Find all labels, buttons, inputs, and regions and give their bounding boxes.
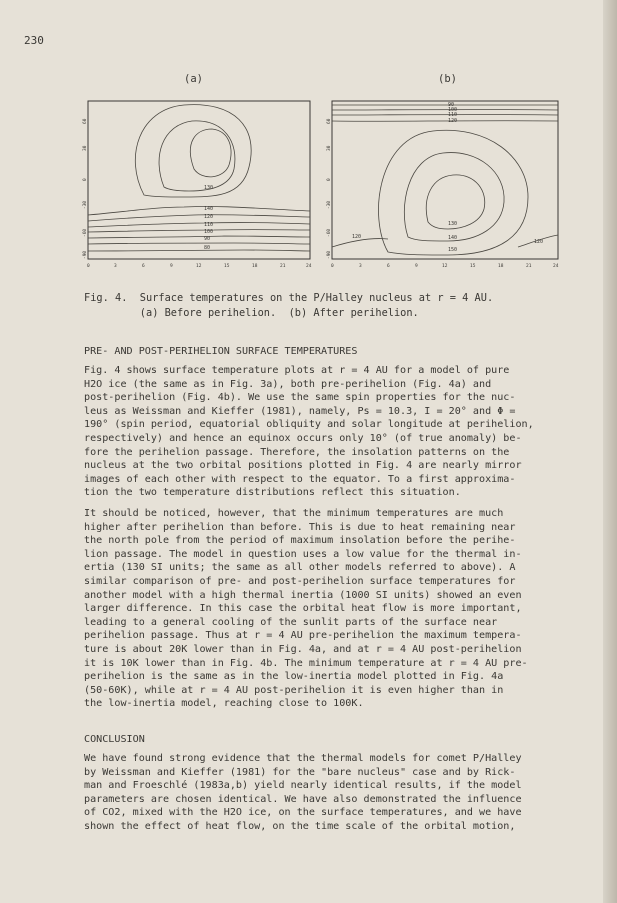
- contour-label: 120: [534, 239, 544, 245]
- tick-label: 3: [359, 264, 362, 269]
- section-heading: CONCLUSION: [84, 734, 145, 745]
- tick-label: 6: [387, 264, 390, 269]
- tick-label: 30: [83, 145, 88, 151]
- contour-line: [159, 121, 235, 191]
- text-line: ture is about 20K lower than in Fig. 4a, and at r = 4 AU post-perihelion: [84, 643, 522, 655]
- paragraph: [84, 364, 569, 500]
- text-line: 190° (spin period, equatorial obliquity and solar longitude at perihelion,: [84, 419, 534, 431]
- tick-label: -30: [327, 200, 332, 209]
- text-line: post-perihelion (Fig. 4b). We use the same spin properties for the nuc-: [84, 392, 516, 404]
- text-line: of CO2, mixed with the H2O ice, on the surface temperatures, and we have: [84, 807, 522, 819]
- text-line: perihelion is the same as in the low-inertia model plotted in Fig. 4a: [84, 671, 504, 683]
- contour-line: [88, 230, 310, 232]
- contour-label: 120: [204, 214, 214, 220]
- text-line: H2O ice (the same as in Fig. 3a), both pre-perihelion (Fig. 4a) and: [84, 378, 492, 390]
- figure-caption: [84, 291, 493, 321]
- contour-line: [88, 206, 310, 215]
- contour-label: 130: [448, 221, 458, 227]
- text-line: fore the perihelion passage. Therefore, the insolation patterns on the: [84, 446, 510, 458]
- figure-label-b: (b): [438, 73, 457, 85]
- contour-label: 110: [204, 222, 214, 228]
- tick-label: 6: [142, 264, 145, 269]
- contour-line: [135, 105, 251, 197]
- contour-plot-a: [84, 97, 316, 272]
- page-number: 230: [24, 34, 44, 47]
- page-edge: [603, 0, 617, 903]
- paragraph: [84, 507, 569, 711]
- contour-line: [88, 236, 310, 238]
- text-line: tion the two temperature distributions reflect this situation.: [84, 487, 461, 499]
- contour-label: 130: [204, 185, 214, 191]
- text-line: leus as Weissman and Kieffer (1981), namely, Ps = 10.3, I = 20° and Φ =: [84, 405, 516, 417]
- tick-label: 0: [87, 264, 90, 269]
- tick-label: 60: [83, 118, 88, 124]
- contour-label: 100: [204, 229, 214, 235]
- paragraph: [84, 752, 569, 834]
- tick-label: 0: [331, 264, 334, 269]
- tick-label: 18: [498, 264, 504, 269]
- tick-label: -90: [83, 250, 88, 259]
- contour-label: 140: [448, 235, 458, 241]
- tick-label: -60: [83, 228, 88, 237]
- tick-label: 18: [252, 264, 258, 269]
- caption-line: Fig. 4. Surface temperatures on the P/Halley nucleus at r = 4 AU.: [84, 292, 494, 304]
- contour-line: [88, 223, 310, 227]
- tick-label: -60: [327, 228, 332, 237]
- caption-line: (a) Before perihelion. (b) After perihelion.: [84, 307, 419, 319]
- tick-label: 24: [553, 264, 559, 269]
- tick-label: 9: [415, 264, 418, 269]
- text-line: Fig. 4 shows surface temperature plots at r = 4 AU for a model of pure: [84, 365, 510, 376]
- contour-line: [332, 121, 558, 122]
- contour-label: 110: [448, 112, 458, 118]
- x-axis-ticks-a: [87, 263, 312, 269]
- text-line: We have found strong evidence that the thermal models for comet P/Halley: [84, 753, 522, 764]
- contour-plot-b: [328, 97, 564, 272]
- text-line: perihelion passage. Thus at r = 4 AU pre-perihelion the maximum tempera-: [84, 630, 522, 642]
- text-line: lion passage. The model in question uses a low value for the thermal in-: [84, 548, 522, 560]
- tick-label: 24: [306, 264, 312, 269]
- contour-label: 120: [448, 118, 458, 124]
- tick-label: 21: [280, 264, 286, 269]
- text-line: shown the effect of heat flow, on the time scale of the orbital motion,: [84, 820, 516, 832]
- tick-label: 9: [170, 264, 173, 269]
- text-line: it is 10K lower than in Fig. 4b. The minimum temperature at r = 4 AU pre-: [84, 657, 528, 669]
- contour-line: [88, 215, 310, 221]
- contour-line: [88, 243, 310, 244]
- contour-label: 90: [448, 102, 455, 108]
- tick-label: 12: [196, 264, 202, 269]
- tick-label: 21: [526, 264, 532, 269]
- contour-label: 80: [204, 245, 211, 251]
- text-line: the north pole from the period of maximum insolation before the perihe-: [84, 535, 516, 547]
- text-line: It should be noticed, however, that the minimum temperatures are much: [84, 508, 504, 519]
- text-line: similar comparison of pre- and post-perihelion surface temperatures for: [84, 575, 516, 587]
- text-line: the low-inertia model, reaching close to 100K.: [84, 698, 364, 710]
- tick-label: 15: [224, 264, 230, 269]
- contour-label: 90: [204, 236, 211, 242]
- tick-label: 3: [114, 264, 117, 269]
- x-axis-ticks-b: [331, 263, 559, 269]
- contour-line: [190, 129, 231, 177]
- y-axis-ticks-b: [326, 118, 332, 259]
- text-line: larger difference. In this case the orbital heat flow is more important,: [84, 603, 522, 615]
- tick-label: 60: [327, 118, 332, 124]
- text-line: higher after perihelion than before. This is due to heat remaining near: [84, 521, 516, 533]
- contour-label: 100: [448, 107, 458, 113]
- tick-label: 0: [83, 178, 88, 181]
- text-line: respectively) and hence an equinox occurs only 10° (of true anomaly) be-: [84, 432, 522, 444]
- tick-label: 30: [327, 145, 332, 151]
- y-axis-ticks-a: [82, 118, 88, 259]
- contour-label: 140: [204, 206, 214, 212]
- text-line: man and Froeschlé (1983a,b) yield nearly identical results, if the model: [84, 780, 522, 792]
- tick-label: 0: [327, 178, 332, 181]
- tick-label: 15: [470, 264, 476, 269]
- tick-label: 12: [442, 264, 448, 269]
- text-line: images of each other with respect to the equator. To a first approxima-: [84, 473, 516, 485]
- tick-label: -90: [327, 250, 332, 259]
- contour-line: [404, 153, 504, 241]
- contour-line: [88, 250, 310, 251]
- text-line: ertia (130 SI units; the same as all other models referred to above). A: [84, 562, 516, 574]
- section-heading: PRE- AND POST-PERIHELION SURFACE TEMPERATURES: [84, 346, 358, 357]
- text-line: another model with a high thermal inertia (1000 SI units) showed an even: [84, 589, 522, 601]
- text-line: parameters are chosen identical. We have also demonstrated the influence: [84, 793, 522, 805]
- text-line: by Weissman and Kieffer (1981) for the "bare nucleus" case and by Rick-: [84, 766, 516, 778]
- tick-label: -30: [83, 200, 88, 209]
- text-line: leading to a general cooling of the sunlit parts of the surface near: [84, 616, 498, 628]
- figure-label-a: (a): [184, 73, 203, 85]
- text-line: (50-60K), while at r = 4 AU post-perihelion it is even higher than in: [84, 684, 504, 696]
- contour-label: 120: [352, 234, 362, 240]
- contour-label: 150: [448, 247, 458, 253]
- text-line: nucleus at the two orbital positions plotted in Fig. 4 are nearly mirror: [84, 460, 522, 472]
